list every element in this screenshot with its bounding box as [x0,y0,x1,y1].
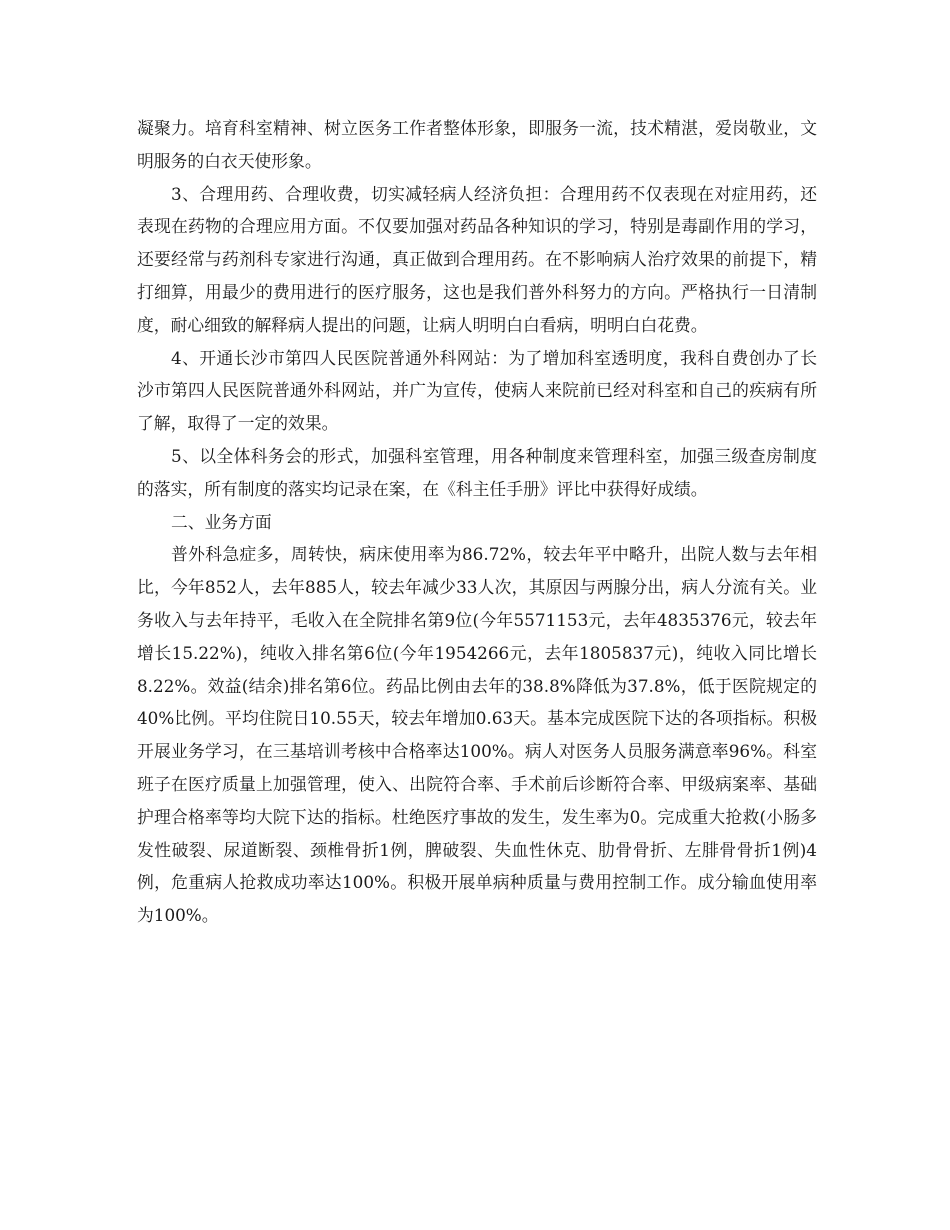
paragraph-continuation: 凝聚力。培育科室精神、树立医务工作者整体形象，即服务一流，技术精湛，爱岗敬业，文明服务的白衣天使形象。 [137,118,817,171]
section-heading: 二、业务方面 [171,511,272,532]
paragraph-item-4: 4、开通长沙市第四人民医院普通外科网站：为了增加科室透明度，我科自费创办了长沙市第四人民医院普通外科网站，并广为宣传，使病人来院前已经对科室和自己的疾病有所了解，取得了一定的效果。 [137,347,817,434]
paragraph-item-3: 3、合理用药、合理收费，切实减轻病人经济负担：合理用药不仅表现在对症用药，还表现在药物的合理应用方面。不仅要加强对药品各种知识的学习，特别是毒副作用的学习，还要经常与药剂科专家进行沟通，真正做到合理用药。在不影响病人治疗效果的前提下，精打细算，用最少的费用进行的医疗服务，这也是我们普外科努力的方向。严格执行一日清制度，耐心细致的解释病人提出的问题，让病人明明白白看病，明明白白花费。 [137,183,817,335]
paragraph-business-summary: 普外科急症多，周转快，病床使用率为86.72%，较去年平中略升，出院人数与去年相比，今年852人，去年885人，较去年减少33人次，其原因与两腺分出，病人分流有关。业务收入与去年持平，毛收入在全院排名第9位(今年5571153元，去年4835376元，较去年增长15.22%)，纯收入排名第6位(今年1954266元，去年1805837元)，纯收入同比增长8.22%。效益(结余)排名第6位。药品比例由去年的38.8%降低为37.8%，低于医院规定的40%比例。平均住院日10.55天，较去年增加0.63天。基本完成医院下达的各项指标。积极开展业务学习，在三基培训考核中合格率达100%。病人对医务人员服务满意率96%。科室班子在医疗质量上加强管理，使入、出院符合率、手术前后诊断符合率、甲级病案率、基础护理合格率等均大院下达的指标。杜绝医疗事故的发生，发生率为0。完成重大抢救(小肠多发性破裂、尿道断裂、颈椎骨折1例，脾破裂、失血性休克、肋骨骨折、左腓骨骨折1例)4例，危重病人抢救成功率达100%。积极开展单病种质量与费用控制工作。成分输血使用率为100%。 [137,544,817,926]
document-page [137,112,817,932]
paragraph-item-5: 5、以全体科务会的形式，加强科室管理，用各种制度来管理科室，加强三级查房制度的落实，所有制度的落实均记录在案，在《科主任手册》评比中获得好成绩。 [137,445,817,499]
